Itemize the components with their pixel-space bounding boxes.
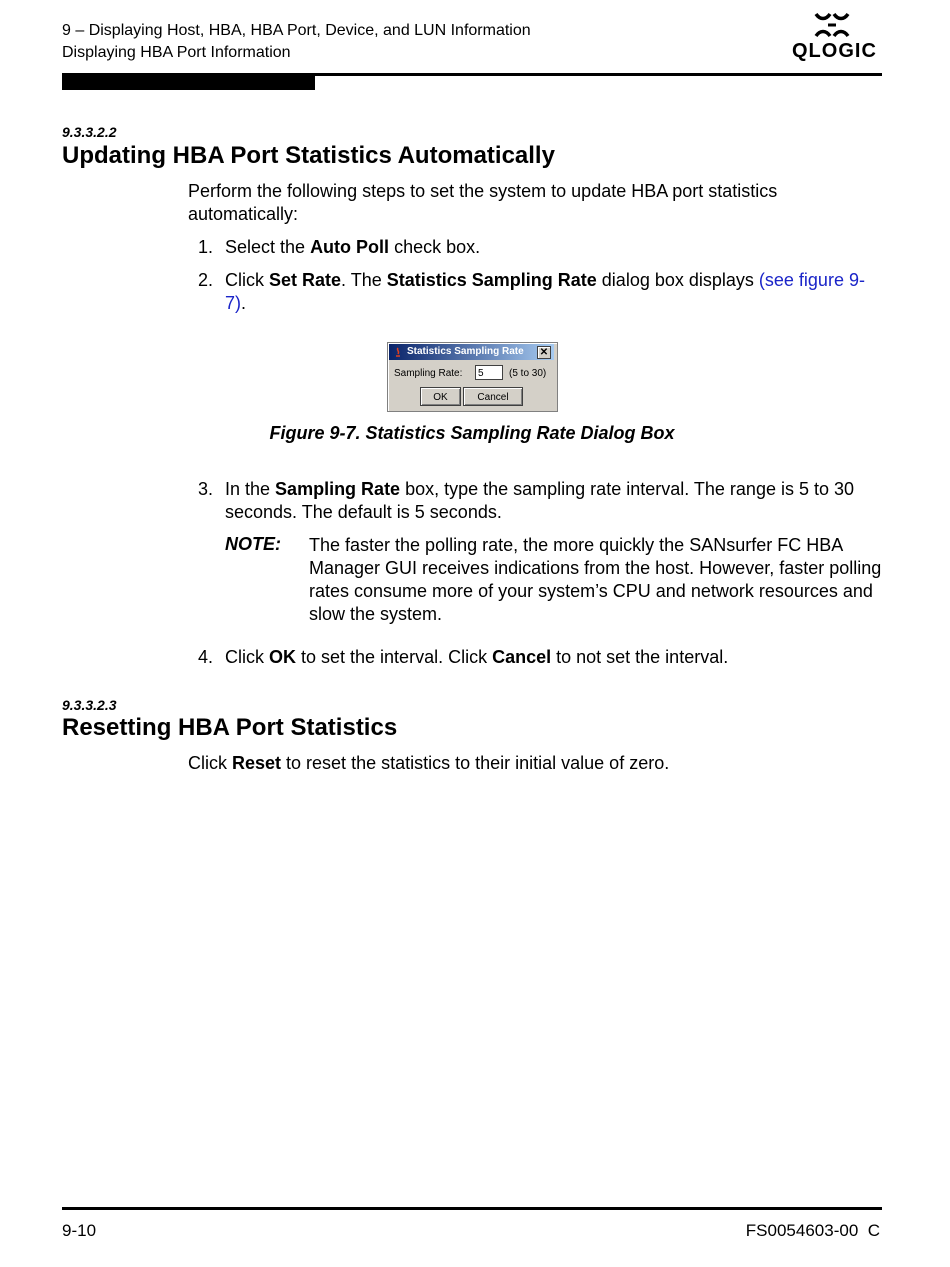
section-number: 9.3.3.2.2 — [62, 124, 117, 140]
sampling-rate-label: Sampling Rate: — [394, 368, 463, 379]
figure-link[interactable]: (see figure 9-7) — [225, 270, 865, 313]
step-bold: Auto Poll — [310, 237, 390, 257]
step-number: 1. — [198, 237, 214, 257]
qlogic-logo-text: QLOGIC — [792, 40, 877, 62]
step-text: Click — [225, 270, 269, 290]
step-text: dialog box displays — [596, 270, 759, 290]
step-text: box, type the sampling rate interval. The range is 5 to 30 seconds. The default is 5 seconds. — [225, 479, 855, 522]
qlogic-logo — [790, 10, 880, 62]
section-title: Resetting HBA Port Statistics — [62, 714, 398, 741]
figure-caption: Figure 9-7. Statistics Sampling Rate Dialog Box — [269, 423, 675, 443]
header-bar — [62, 76, 315, 90]
footer-rule — [62, 1207, 882, 1210]
sampling-rate-range: (5 to 30) — [509, 368, 547, 379]
step-number: 2. — [198, 270, 214, 290]
step-bold: Sampling Rate — [275, 479, 401, 499]
note-label: NOTE: — [225, 534, 281, 554]
sampling-rate-input[interactable]: 5 — [475, 365, 503, 380]
list-item — [198, 236, 888, 259]
dialog-titlebar[interactable] — [389, 344, 554, 360]
step-text: check box. — [389, 237, 481, 257]
section-title: Updating HBA Port Statistics Automatically — [62, 142, 555, 169]
page-number: 9-10 — [62, 1221, 97, 1240]
step-text: to not set the interval. — [551, 647, 729, 667]
step-text: Click — [225, 647, 269, 667]
step-bold: Set Rate — [269, 270, 342, 290]
document-number: FS0054603-00 C — [745, 1221, 880, 1240]
cancel-button[interactable]: Cancel — [463, 387, 523, 406]
step-text: to set the interval. Click — [296, 647, 493, 667]
intro-paragraph: Perform the following steps to set the system to update HBA port statistics automatically: — [188, 181, 778, 224]
running-header-section: Displaying HBA Port Information — [62, 44, 291, 61]
running-header-chapter: 9 – Displaying Host, HBA, HBA Port, Device, and LUN Information — [62, 22, 531, 39]
step-text: In the — [225, 479, 276, 499]
section-number: 9.3.3.2.3 — [62, 697, 117, 713]
qlogic-logo-icon — [790, 10, 880, 40]
step-bold: Cancel — [492, 647, 552, 667]
dialog-title: Statistics Sampling Rate — [407, 346, 524, 357]
step-text: . The — [341, 270, 387, 290]
step-bold: OK — [269, 647, 296, 667]
step-number: 4. — [198, 647, 214, 667]
paragraph-bold: Reset — [232, 753, 282, 773]
list-item — [198, 269, 888, 315]
note-text: The faster the polling rate, the more quickly the SANsurfer FC HBA Manager GUI receives indications from the host. However, faster polling rates consume more of your system’s CPU and network resources and slow the system. — [309, 535, 882, 624]
reset-paragraph — [188, 752, 878, 775]
close-icon[interactable]: ✕ — [537, 346, 551, 359]
list-item — [198, 478, 888, 524]
step-text: Select the — [225, 237, 311, 257]
list-item — [198, 646, 888, 669]
java-app-icon — [393, 347, 403, 357]
step-number: 3. — [198, 479, 214, 499]
paragraph-text: Click — [188, 753, 232, 773]
step-bold: Statistics Sampling Rate — [386, 270, 597, 290]
sampling-rate-dialog — [387, 342, 558, 412]
ok-button[interactable]: OK — [420, 387, 461, 406]
step-text: . — [241, 293, 247, 313]
paragraph-text: to reset the statistics to their initial value of zero. — [281, 753, 670, 773]
